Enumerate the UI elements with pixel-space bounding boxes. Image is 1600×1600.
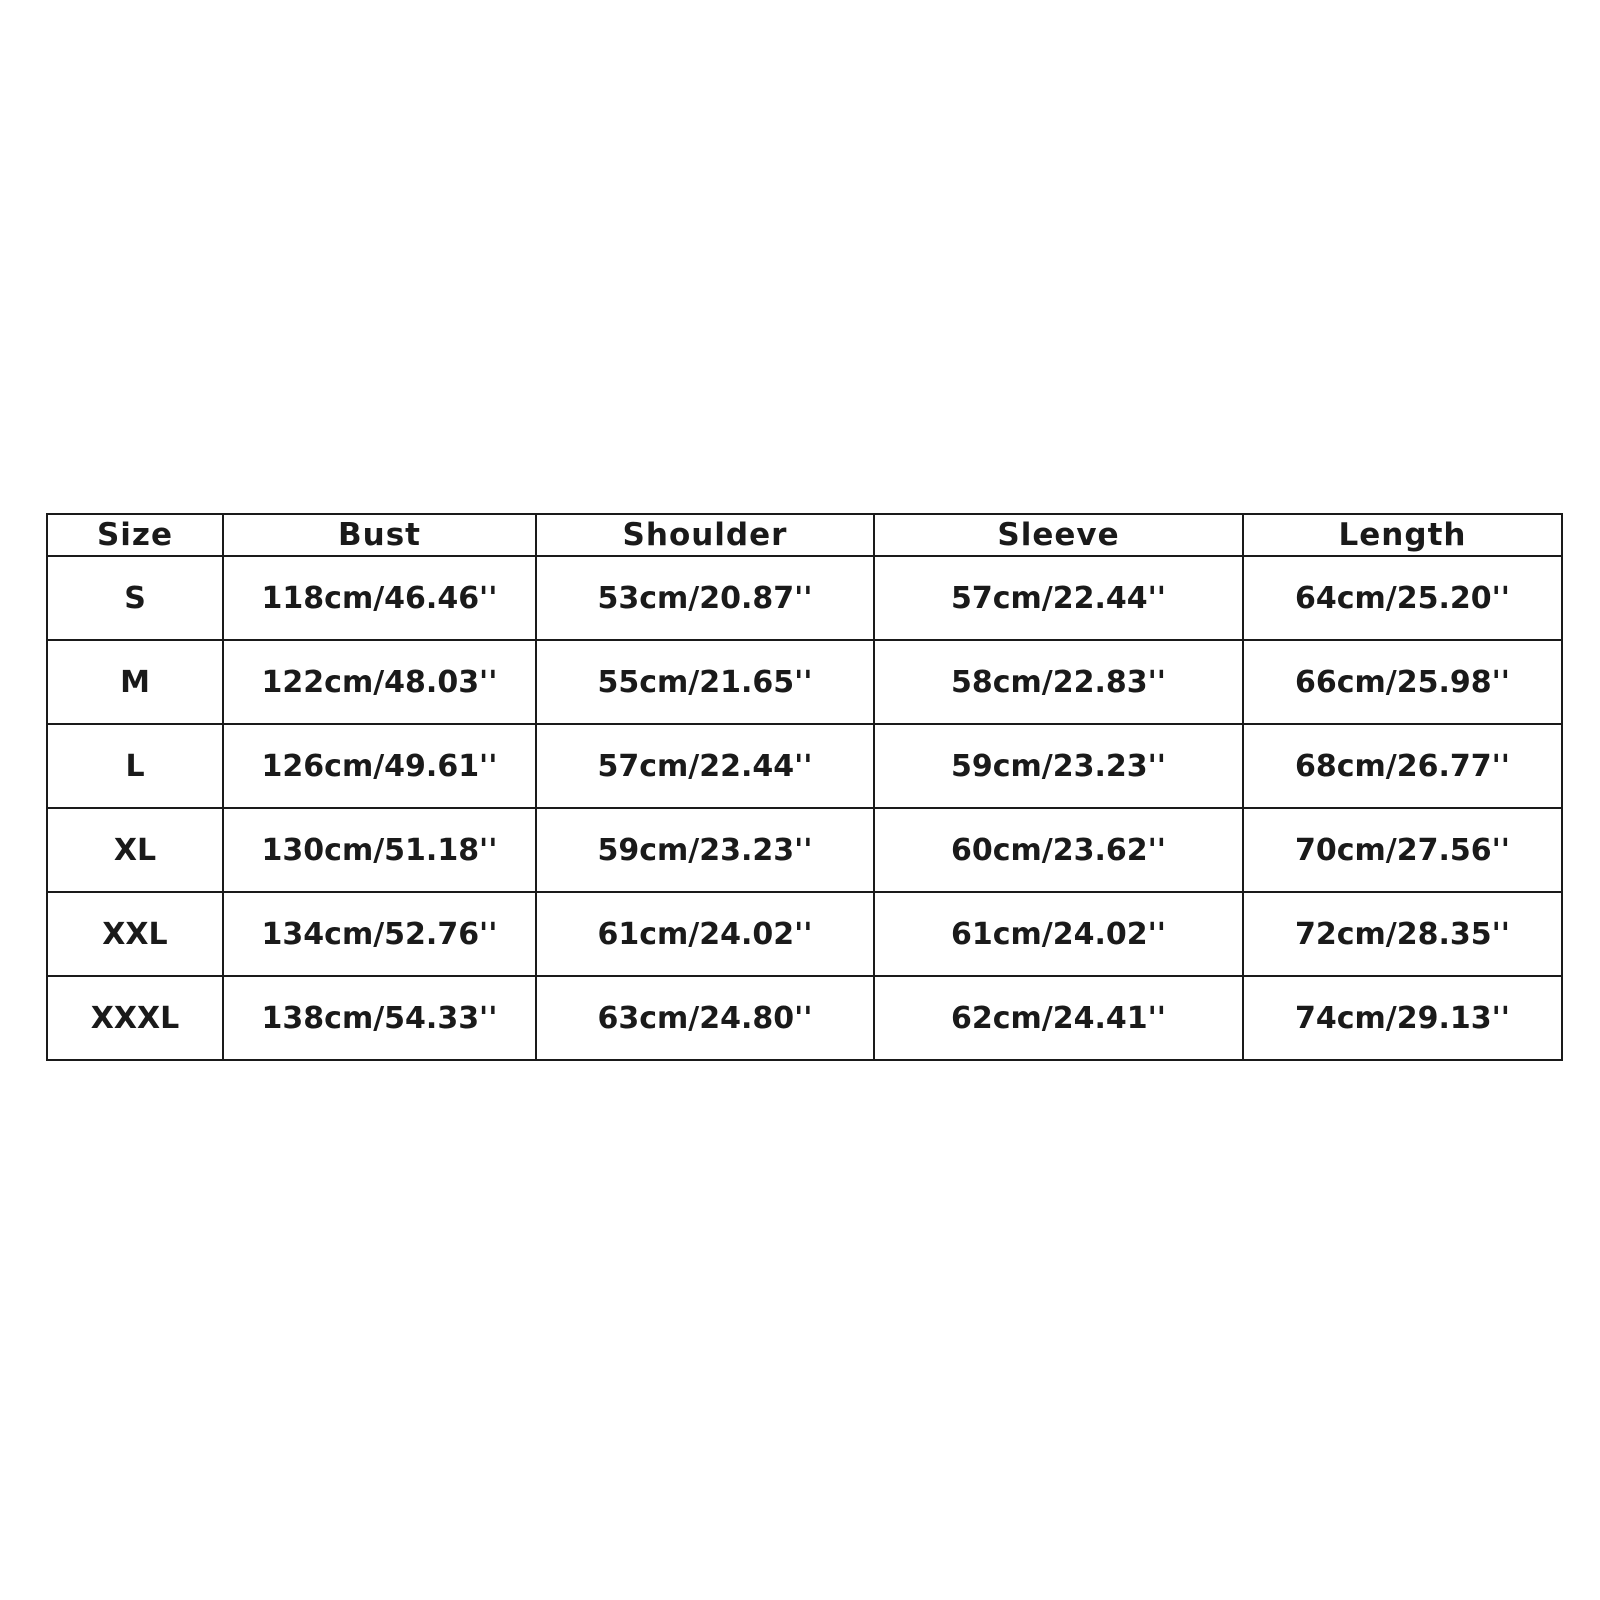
cell-size: S	[47, 556, 223, 640]
table-row	[47, 976, 1562, 1060]
cell-shoulder: 53cm/20.87''	[536, 556, 874, 640]
cell-length: 70cm/27.56''	[1243, 808, 1562, 892]
cell-bust: 130cm/51.18''	[223, 808, 536, 892]
cell-bust: 126cm/49.61''	[223, 724, 536, 808]
cell-shoulder: 57cm/22.44''	[536, 724, 874, 808]
cell-length: 64cm/25.20''	[1243, 556, 1562, 640]
cell-length: 74cm/29.13''	[1243, 976, 1562, 1060]
cell-bust: 122cm/48.03''	[223, 640, 536, 724]
cell-sleeve: 60cm/23.62''	[874, 808, 1243, 892]
cell-length: 72cm/28.35''	[1243, 892, 1562, 976]
cell-length: 66cm/25.98''	[1243, 640, 1562, 724]
header-bust: Bust	[223, 514, 536, 556]
cell-size: XXXL	[47, 976, 223, 1060]
cell-shoulder: 55cm/21.65''	[536, 640, 874, 724]
table-row	[47, 892, 1562, 976]
header-row	[47, 514, 1562, 556]
cell-shoulder: 63cm/24.80''	[536, 976, 874, 1060]
cell-sleeve: 61cm/24.02''	[874, 892, 1243, 976]
table-row	[47, 556, 1562, 640]
cell-shoulder: 59cm/23.23''	[536, 808, 874, 892]
header-shoulder: Shoulder	[536, 514, 874, 556]
cell-size: XL	[47, 808, 223, 892]
table-row	[47, 640, 1562, 724]
header-size: Size	[47, 514, 223, 556]
table-row	[47, 724, 1562, 808]
cell-size: M	[47, 640, 223, 724]
cell-size: XXL	[47, 892, 223, 976]
table-row	[47, 808, 1562, 892]
size-chart-table	[46, 513, 1563, 1061]
cell-bust: 118cm/46.46''	[223, 556, 536, 640]
cell-length: 68cm/26.77''	[1243, 724, 1562, 808]
cell-sleeve: 59cm/23.23''	[874, 724, 1243, 808]
cell-shoulder: 61cm/24.02''	[536, 892, 874, 976]
header-sleeve: Sleeve	[874, 514, 1243, 556]
cell-sleeve: 58cm/22.83''	[874, 640, 1243, 724]
cell-size: L	[47, 724, 223, 808]
cell-sleeve: 62cm/24.41''	[874, 976, 1243, 1060]
header-length: Length	[1243, 514, 1562, 556]
cell-bust: 134cm/52.76''	[223, 892, 536, 976]
cell-bust: 138cm/54.33''	[223, 976, 536, 1060]
cell-sleeve: 57cm/22.44''	[874, 556, 1243, 640]
